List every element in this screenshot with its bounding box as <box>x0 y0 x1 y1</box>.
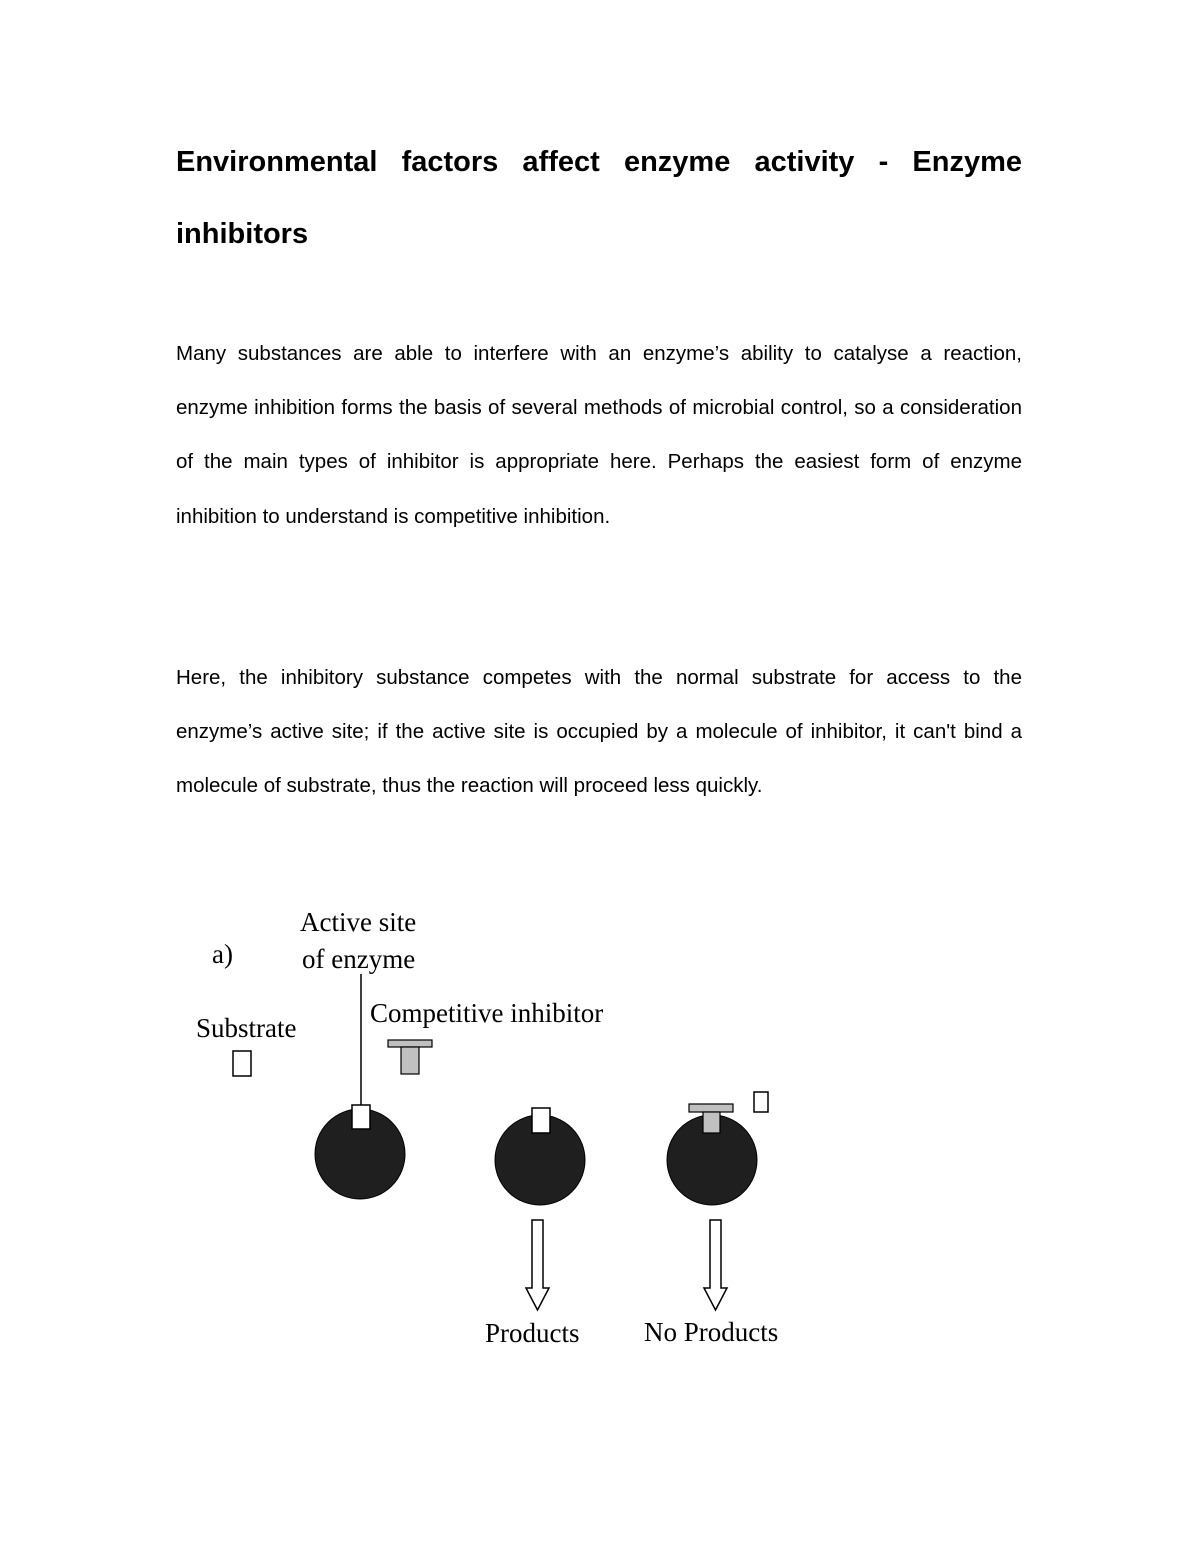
active-site-label-line1: Active site <box>300 907 417 937</box>
arrow-to-products <box>526 1220 549 1310</box>
bound-substrate <box>532 1108 550 1133</box>
arrow-to-no-products <box>704 1220 727 1310</box>
panel-label: a) <box>212 939 233 969</box>
products-label: Products <box>485 1318 580 1348</box>
enzyme-3 <box>667 1115 757 1205</box>
bound-inhibitor <box>689 1104 733 1133</box>
paragraph-2: Here, the inhibitory substance competes with the normal substrate for access to the enzyme’s active site; if the active site is occupied by a molecule of inhibitor, it can't bind a molecule of substrate, thus the reaction will proceed less quickly. <box>176 666 1022 798</box>
paragraph-1: Many substances are able to interfere with an enzyme’s ability to catalyse a reaction, enzyme inhibition forms the basis of several methods of microbial control, so a consideration of the main types of inhibitor is appropriate here. Perhaps the easiest form of enzyme inhibition to understand is competitive inhibition. <box>176 342 1022 528</box>
enzyme-2 <box>495 1115 585 1205</box>
free-substrate-molecule <box>233 1051 251 1076</box>
substrate-label: Substrate <box>196 1013 297 1043</box>
page-title: Environmental factors affect enzyme activity - Enzyme inhibitors <box>176 146 1022 250</box>
displaced-substrate <box>754 1092 768 1112</box>
enzyme-1-active-site <box>352 1105 370 1129</box>
active-site-label-line2: of enzyme <box>302 944 416 974</box>
no-products-label: No Products <box>644 1317 779 1347</box>
enzyme-1 <box>315 1109 405 1199</box>
competitive-inhibitor-label: Competitive inhibitor <box>370 998 604 1028</box>
free-inhibitor-molecule <box>388 1040 432 1074</box>
